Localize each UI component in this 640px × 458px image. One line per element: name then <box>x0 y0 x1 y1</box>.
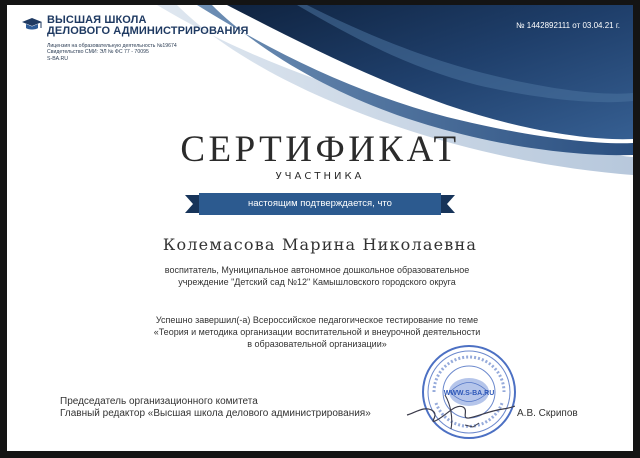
school-name <box>47 15 249 37</box>
signer-role-line1: Председатель организационного комитета <box>60 396 258 407</box>
decorative-waves <box>7 5 633 451</box>
media-certificate-text: Свидетельство СМИ: ЭЛ № ФС 77 - 70095 <box>47 49 149 56</box>
license-text: Лицензия на образовательную деятельность №19674 <box>47 43 177 49</box>
certificate-subtitle: УЧАСТНИКА <box>275 171 365 182</box>
signer-name: А.В. Скрипов <box>517 408 578 419</box>
completion-line1: Успешно завершил(-а) Всероссийское педагогическое тестирование по теме <box>155 315 479 325</box>
signer-role-line2: Главный редактор «Высшая школа делового администрирования» <box>60 408 371 419</box>
recipient-name: Колемасова Марина Николаевна <box>162 235 478 254</box>
completion-line2: «Теория и методика организации воспитательной и внеурочной деятельности <box>153 327 481 337</box>
recipient-position <box>127 264 507 288</box>
seal-text: WWW.S-BA.RU <box>443 390 495 397</box>
document-number: № 1442892111 от 03.04.21 г. <box>515 21 620 30</box>
position-line1: воспитатель, Муниципальное автономное дошкольное образовательное <box>164 265 470 275</box>
confirmation-ribbon <box>185 193 455 215</box>
certificate-title: СЕРТИФИКАТ <box>180 129 460 170</box>
completion-line3: в образовательной организации» <box>247 339 387 349</box>
graduation-cap-icon <box>21 17 43 33</box>
school-name-line1: ВЫСШАЯ ШКОЛА <box>47 14 147 26</box>
school-name-line2: ДЕЛОВОГО АДМИНИСТРИРОВАНИЯ <box>47 25 249 37</box>
signer-role <box>60 396 371 420</box>
school-license-info <box>47 43 177 62</box>
certificate-sheet <box>7 5 633 451</box>
position-line2: учреждение "Детский сад №12" Камышловского городского округа <box>178 277 456 287</box>
website-text: S-BA.RU <box>47 55 69 62</box>
ribbon-text: настоящим подтверждается, что <box>248 198 392 209</box>
handwritten-signature <box>405 385 515 435</box>
